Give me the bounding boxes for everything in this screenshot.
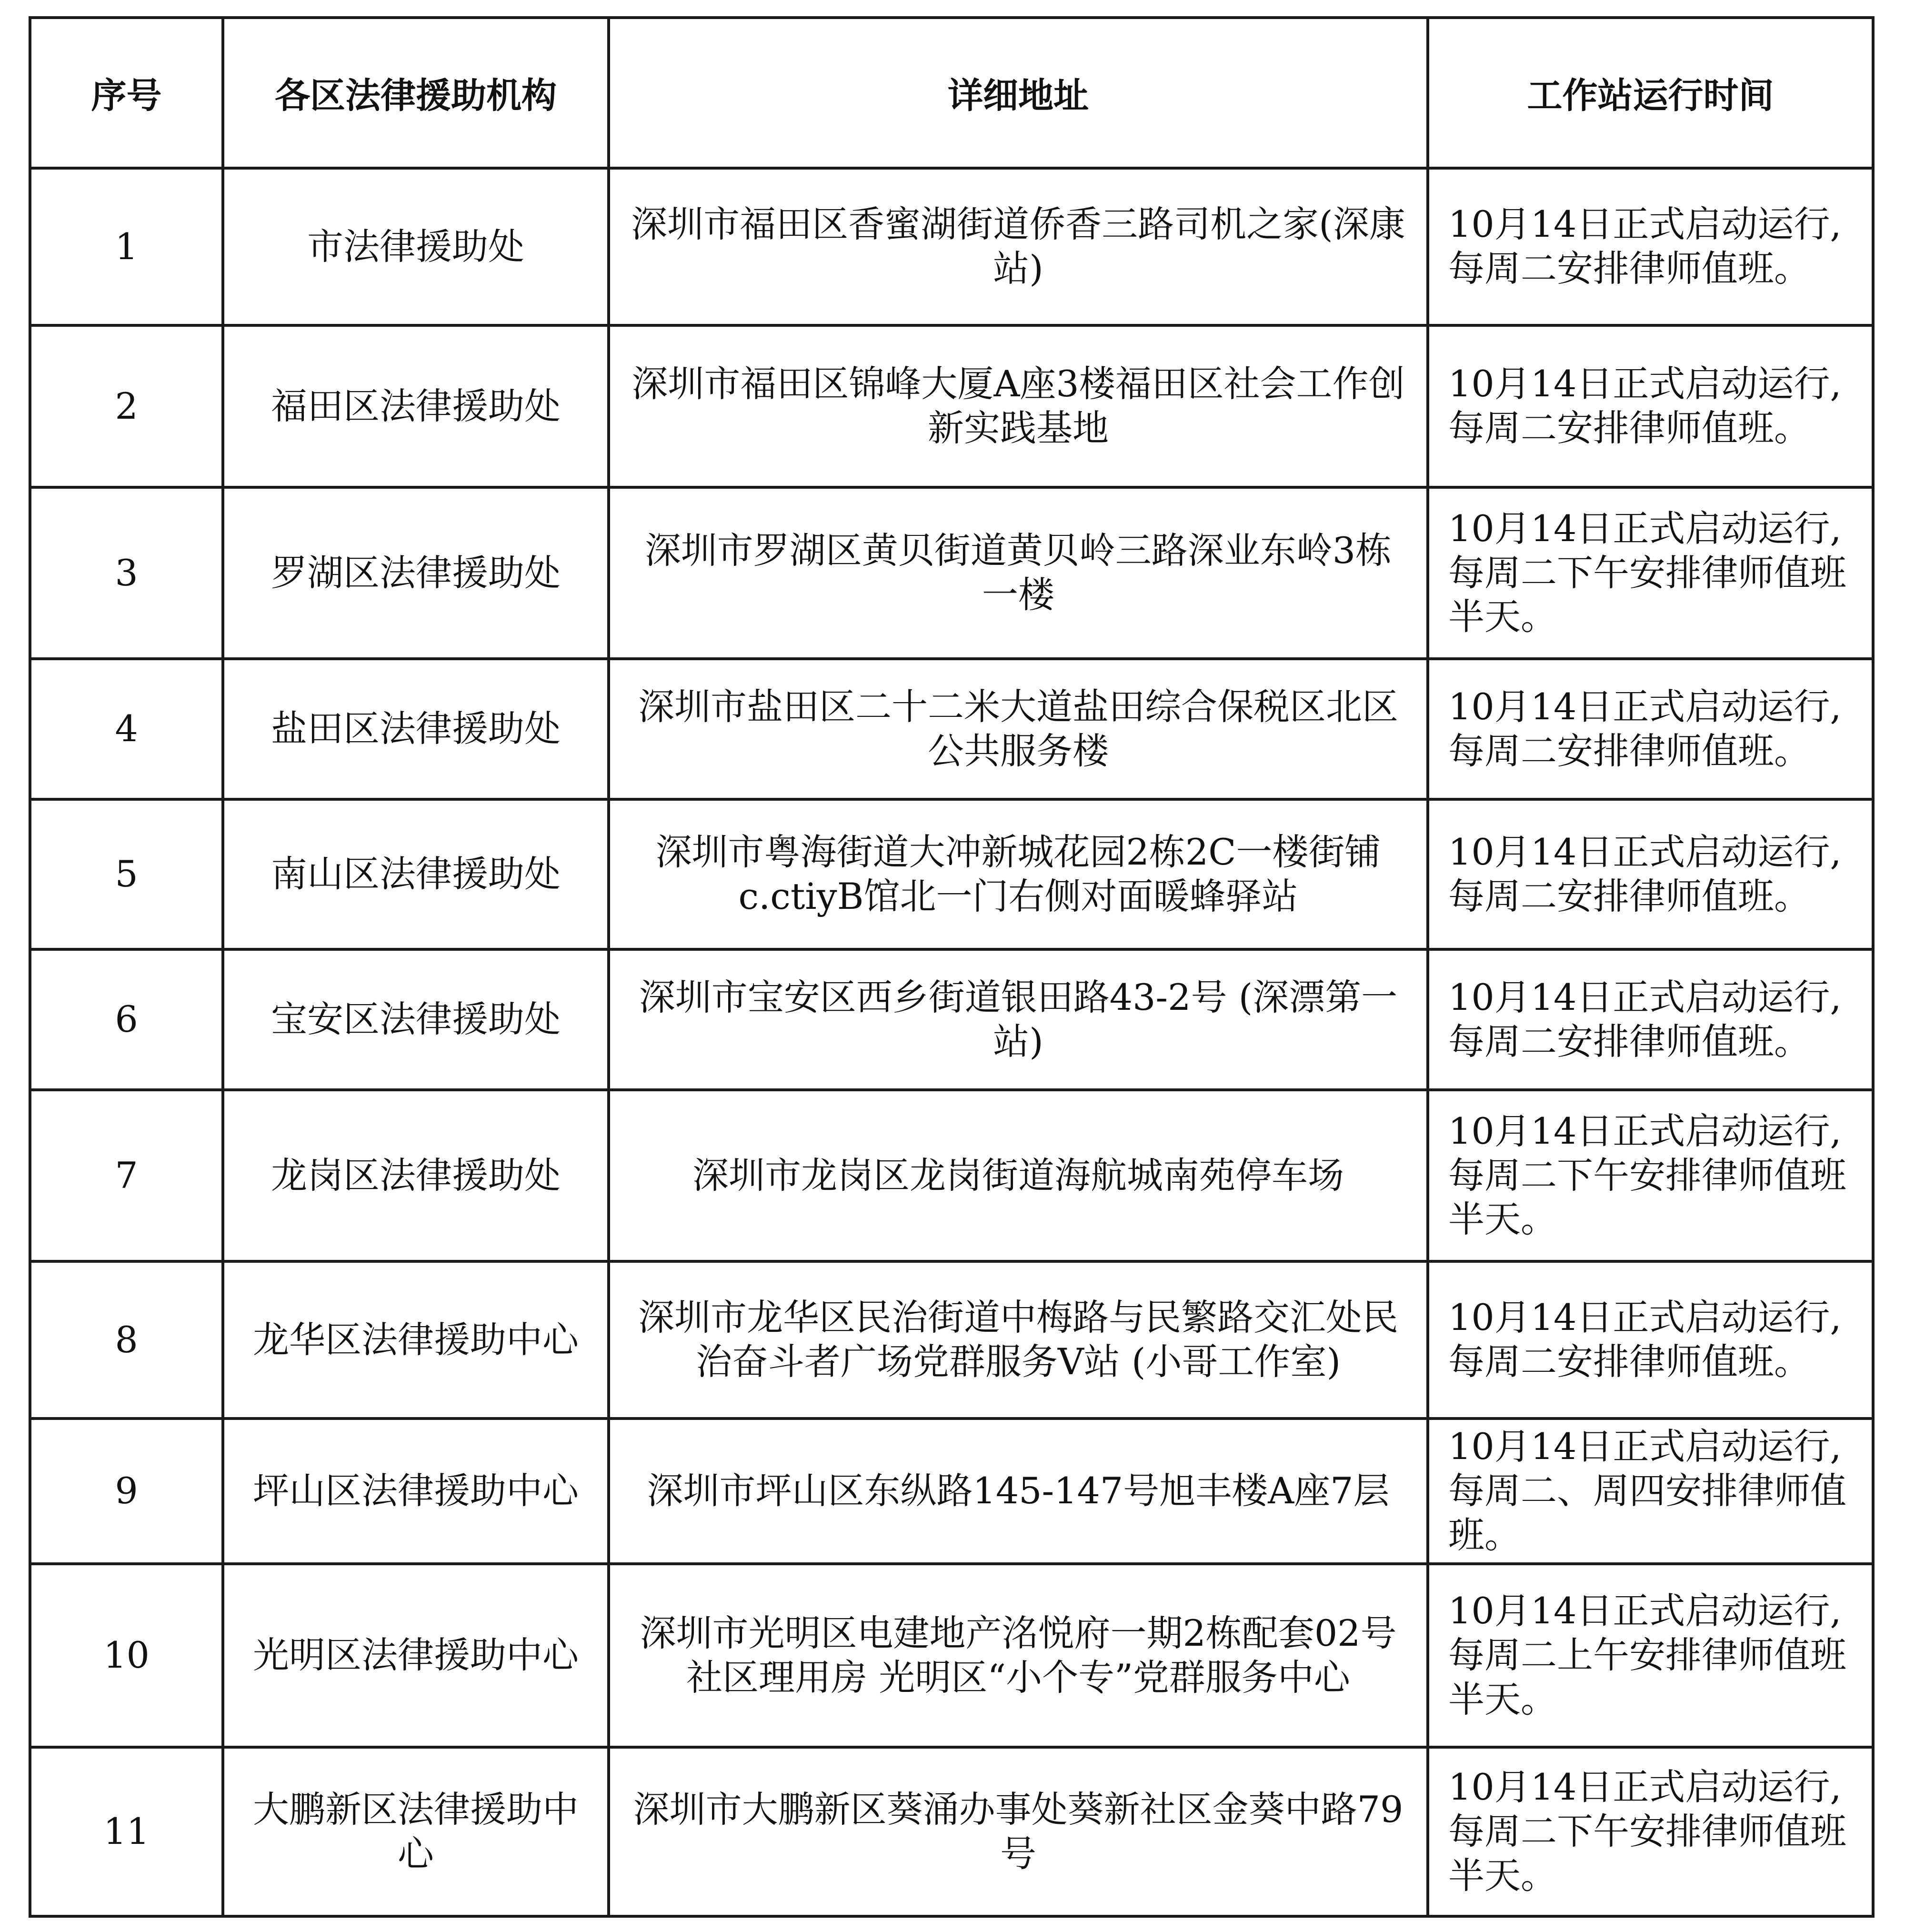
header-no: 序号	[30, 18, 223, 168]
run-time: 10月14日正式启动运行,每周二下午安排律师值班半天。	[1428, 1747, 1873, 1916]
run-time: 10月14日正式启动运行,每周二、周四安排律师值班。	[1428, 1419, 1873, 1564]
address: 深圳市福田区香蜜湖街道侨香三路司机之家(深康站)	[609, 168, 1428, 325]
header-org: 各区法律援助机构	[223, 18, 609, 168]
address: 深圳市罗湖区黄贝街道黄贝岭三路深业东岭3栋一楼	[609, 487, 1428, 659]
run-time: 10月14日正式启动运行,每周二下午安排律师值班半天。	[1428, 1090, 1873, 1261]
run-time: 10月14日正式启动运行,每周二安排律师值班。	[1428, 659, 1873, 799]
row-number: 4	[30, 659, 223, 799]
run-time: 10月14日正式启动运行,每周二上午安排律师值班半天。	[1428, 1564, 1873, 1747]
run-time: 10月14日正式启动运行,每周二安排律师值班。	[1428, 799, 1873, 949]
header-row	[30, 18, 1873, 168]
table-row	[30, 168, 1873, 325]
row-number: 3	[30, 487, 223, 659]
row-number: 9	[30, 1419, 223, 1564]
address: 深圳市福田区锦峰大厦A座3楼福田区社会工作创新实践基地	[609, 325, 1428, 487]
row-number: 8	[30, 1261, 223, 1419]
row-number: 5	[30, 799, 223, 949]
header-time: 工作站运行时间	[1428, 18, 1873, 168]
address: 深圳市粤海街道大冲新城花园2栋2C一楼街铺c.ctiyB馆北一门右侧对面暖蜂驿站	[609, 799, 1428, 949]
row-number: 1	[30, 168, 223, 325]
address: 深圳市大鹏新区葵涌办事处葵新社区金葵中路79号	[609, 1747, 1428, 1916]
run-time: 10月14日正式启动运行,每周二安排律师值班。	[1428, 325, 1873, 487]
table-row	[30, 1419, 1873, 1564]
row-number: 10	[30, 1564, 223, 1747]
legal-aid-table	[29, 16, 1875, 1918]
table-row	[30, 487, 1873, 659]
table-row	[30, 1747, 1873, 1916]
org-name: 龙华区法律援助中心	[223, 1261, 609, 1419]
org-name: 市法律援助处	[223, 168, 609, 325]
address: 深圳市龙岗区龙岗街道海航城南苑停车场	[609, 1090, 1428, 1261]
row-number: 2	[30, 325, 223, 487]
row-number: 7	[30, 1090, 223, 1261]
address: 深圳市宝安区西乡街道银田路43-2号 (深漂第一站)	[609, 949, 1428, 1090]
header-address: 详细地址	[609, 18, 1428, 168]
run-time: 10月14日正式启动运行,每周二安排律师值班。	[1428, 1261, 1873, 1419]
run-time: 10月14日正式启动运行,每周二下午安排律师值班半天。	[1428, 487, 1873, 659]
address: 深圳市坪山区东纵路145-147号旭丰楼A座7层	[609, 1419, 1428, 1564]
org-name: 盐田区法律援助处	[223, 659, 609, 799]
org-name: 光明区法律援助中心	[223, 1564, 609, 1747]
table-row	[30, 1564, 1873, 1747]
org-name: 坪山区法律援助中心	[223, 1419, 609, 1564]
run-time: 10月14日正式启动运行,每周二安排律师值班。	[1428, 949, 1873, 1090]
org-name: 宝安区法律援助处	[223, 949, 609, 1090]
org-name: 福田区法律援助处	[223, 325, 609, 487]
org-name: 南山区法律援助处	[223, 799, 609, 949]
table-row	[30, 1090, 1873, 1261]
address: 深圳市盐田区二十二米大道盐田综合保税区北区公共服务楼	[609, 659, 1428, 799]
org-name: 龙岗区法律援助处	[223, 1090, 609, 1261]
table-row	[30, 1261, 1873, 1419]
org-name: 大鹏新区法律援助中心	[223, 1747, 609, 1916]
table-row	[30, 659, 1873, 799]
address: 深圳市光明区电建地产洺悦府一期2栋配套02号社区理用房 光明区“小个专”党群服务中心	[609, 1564, 1428, 1747]
table-row	[30, 799, 1873, 949]
address: 深圳市龙华区民治街道中梅路与民繁路交汇处民治奋斗者广场党群服务V站 (小哥工作室)	[609, 1261, 1428, 1419]
table-row	[30, 325, 1873, 487]
row-number: 6	[30, 949, 223, 1090]
table-row	[30, 949, 1873, 1090]
row-number: 11	[30, 1747, 223, 1916]
org-name: 罗湖区法律援助处	[223, 487, 609, 659]
run-time: 10月14日正式启动运行,每周二安排律师值班。	[1428, 168, 1873, 325]
